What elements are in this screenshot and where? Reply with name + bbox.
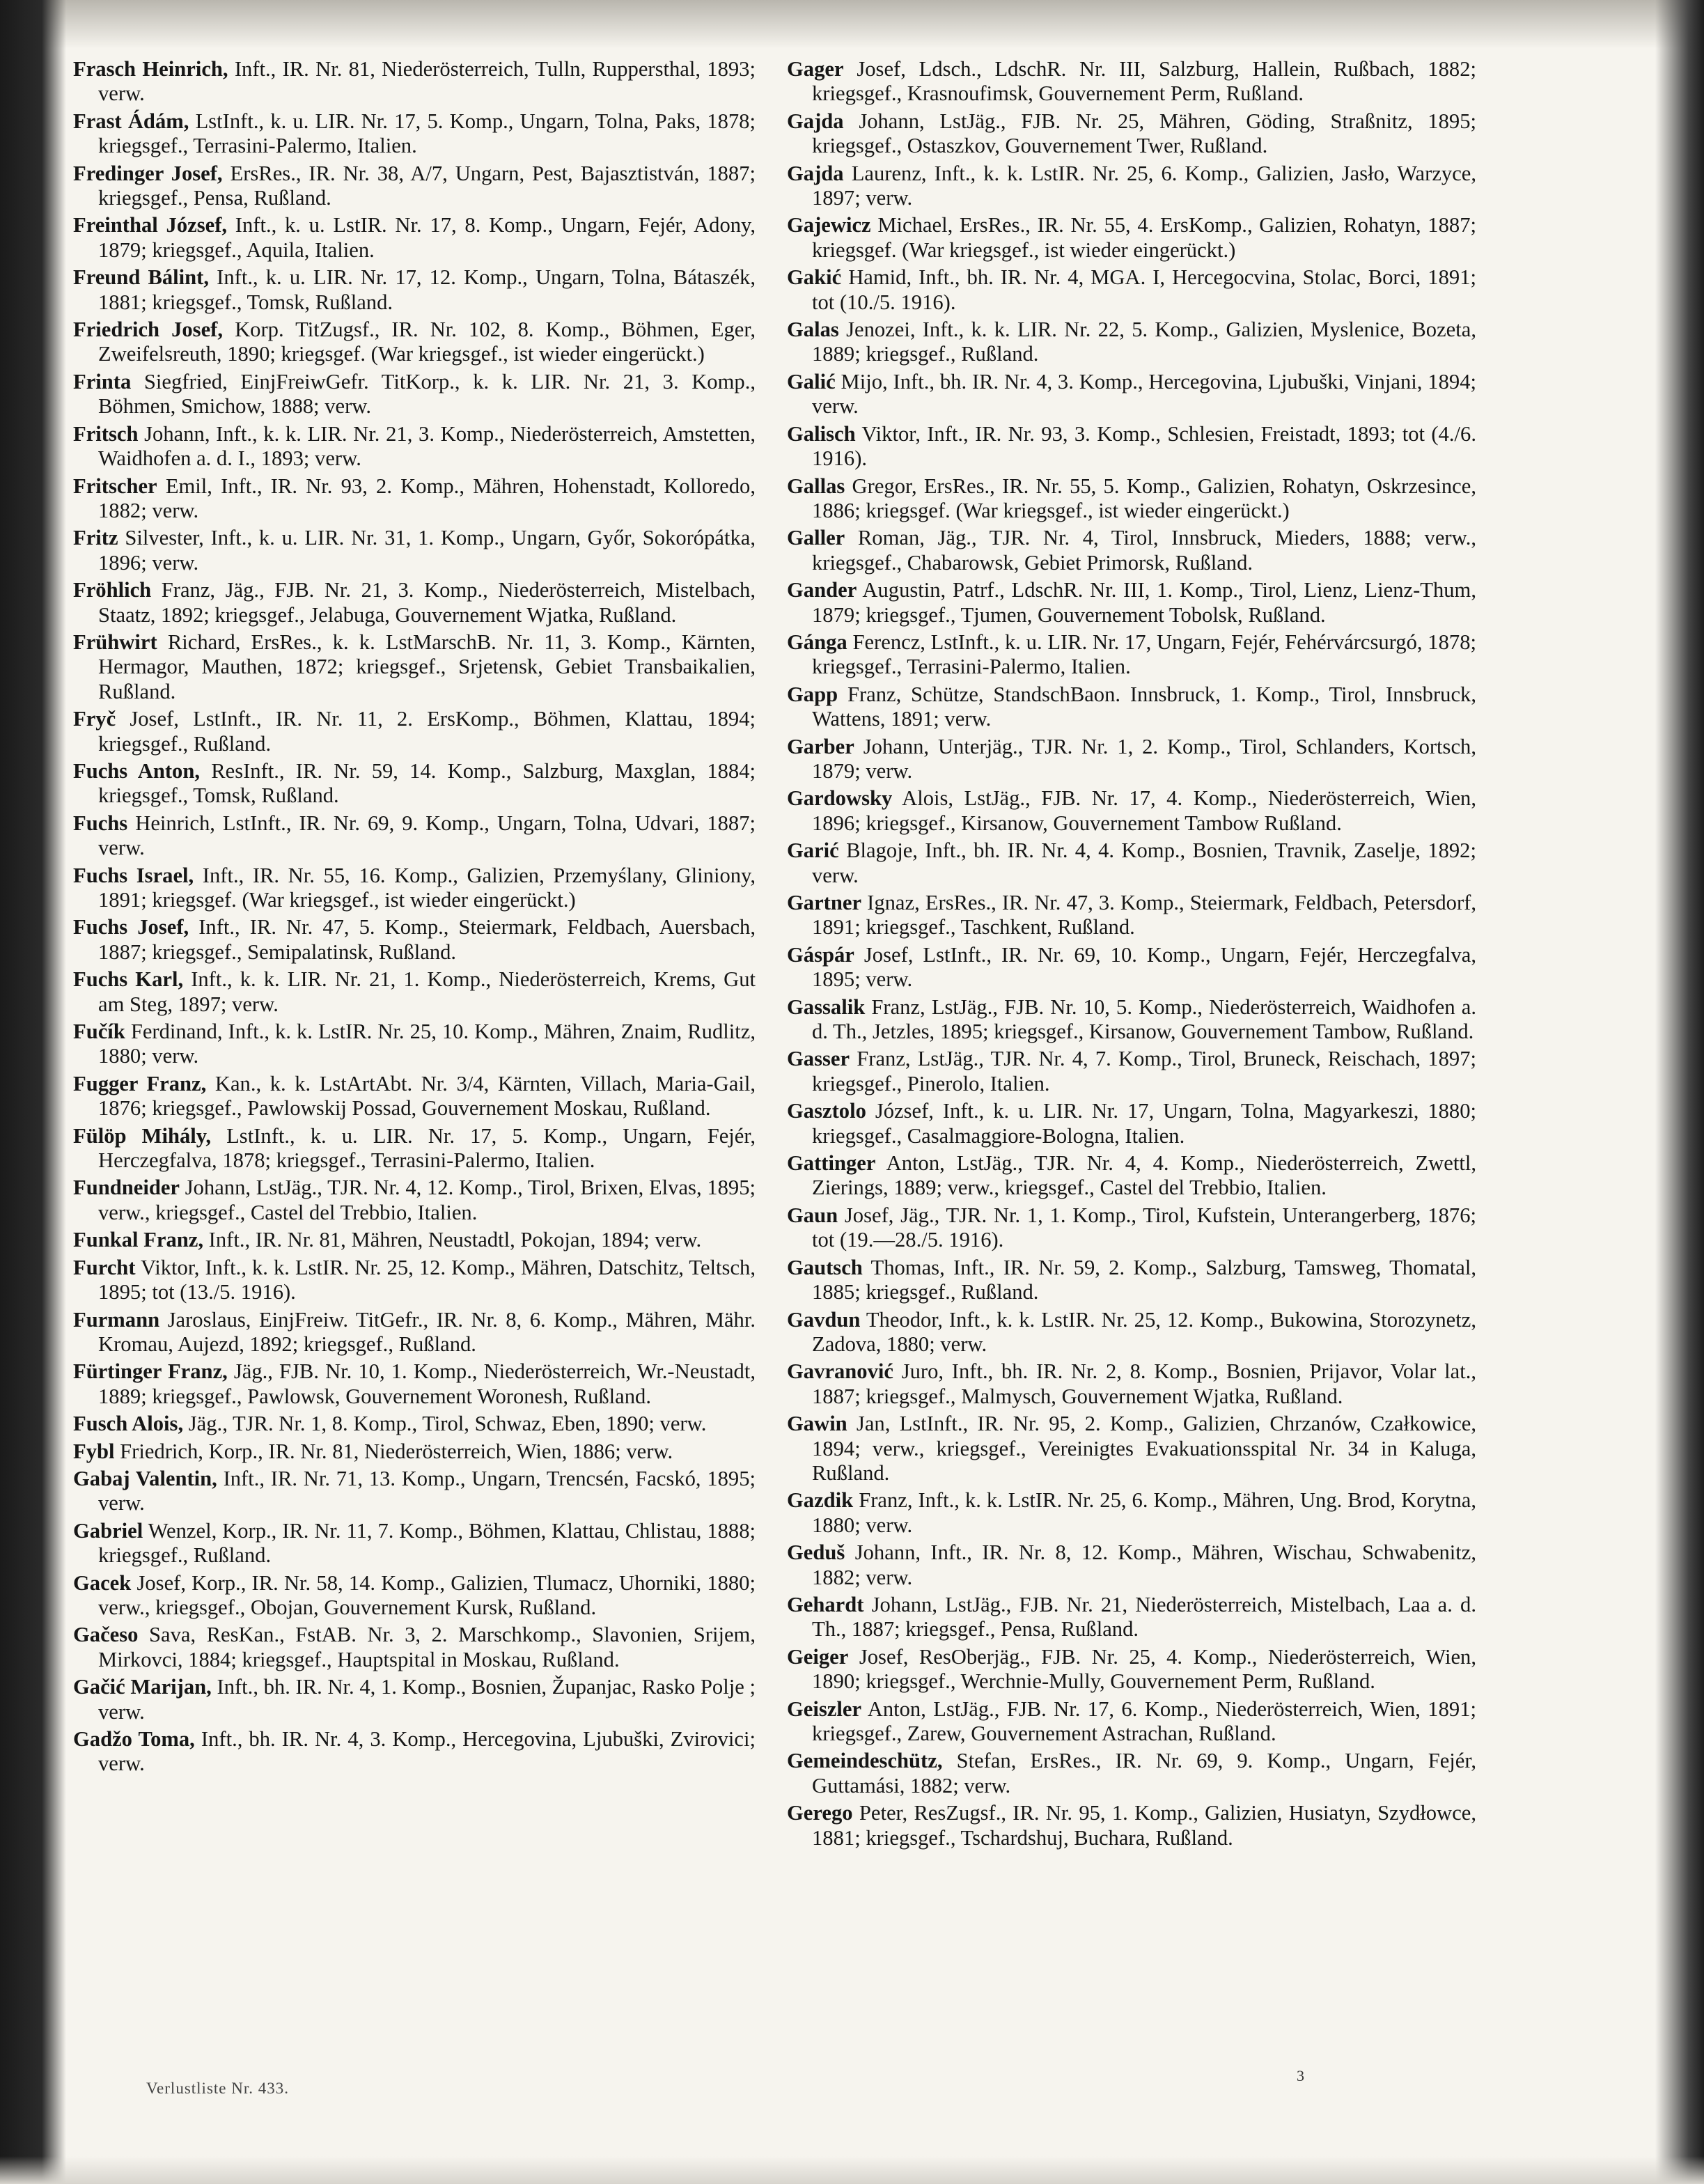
list-entry bbox=[787, 422, 1476, 471]
list-entry bbox=[73, 1308, 756, 1357]
entry-name: Gajewicz bbox=[787, 213, 871, 237]
entry-details: ErsRes., IR. Nr. 38, A/7, Ungarn, Pest, Bajasztistván, 1887; kriegsgef., Pensa, Rußland. bbox=[98, 161, 756, 210]
entry-details: Ferencz, LstInft., k. u. LIR. Nr. 17, Ungarn, Fejér, Fehérvárcsurgó, 1878; kriegsgef., Terrasini-Palermo, Italien. bbox=[812, 630, 1476, 679]
entry-name: Fybl bbox=[73, 1439, 115, 1463]
list-entry bbox=[787, 1203, 1476, 1253]
entry-details: Josef, Jäg., TJR. Nr. 1, 1. Komp., Tirol, Kufstein, Unterangerberg, 1876; tot (19.—28./5. 1916). bbox=[812, 1203, 1476, 1252]
entry-details: Franz, Schütze, StandschBaon. Innsbruck, 1. Komp., Tirol, Innsbruck, Wattens, 1891; verw. bbox=[812, 682, 1476, 731]
entry-details: ResInft., IR. Nr. 59, 14. Komp., Salzburg, Maxglan, 1884; kriegsgef., Tomsk, Rußland. bbox=[98, 758, 756, 808]
entry-name: Friedrich Josef, bbox=[73, 318, 223, 342]
list-entry bbox=[787, 943, 1476, 992]
entry-name: Fritz bbox=[73, 526, 118, 550]
entry-name: Fuchs Karl, bbox=[73, 967, 184, 992]
list-entry bbox=[73, 967, 756, 1017]
entry-details: Inft., IR. Nr. 81, Niederösterreich, Tulln, Ruppersthal, 1893; verw. bbox=[98, 57, 756, 106]
list-entry bbox=[787, 1308, 1476, 1357]
list-entry bbox=[73, 759, 756, 809]
list-entry bbox=[73, 109, 756, 159]
list-entry bbox=[73, 57, 756, 107]
entry-details: Franz, Jäg., FJB. Nr. 21, 3. Komp., Niederösterreich, Mistelbach, Staatz, 1892; kriegsgef., Jelabuga, Gouvernement Wjatka, Rußland. bbox=[98, 578, 756, 627]
entry-details: Franz, LstJäg., FJB. Nr. 10, 5. Komp., Niederösterreich, Waidhofen a. d. Th., Jetzles, 1895; kriegsgef., Kirsanow, Gouvernement Tambow, Rußland. bbox=[812, 994, 1476, 1044]
entry-details: Blagoje, Inft., bh. IR. Nr. 4, 4. Komp., Bosnien, Travnik, Zaselje, 1892; verw. bbox=[812, 838, 1476, 887]
entry-name: Frast Ádám, bbox=[73, 109, 189, 133]
entry-details: Inft., k. u. LIR. Nr. 17, 12. Komp., Ungarn, Tolna, Bátaszék, 1881; kriegsgef., Tomsk, Rußland. bbox=[98, 265, 756, 314]
entry-details: Friedrich, Korp., IR. Nr. 81, Niederösterreich, Wien, 1886; verw. bbox=[120, 1439, 673, 1463]
list-entry bbox=[73, 915, 756, 965]
entry-details: Wenzel, Korp., IR. Nr. 11, 7. Komp., Böhmen, Klattau, Chlistau, 1888; kriegsgef., Rußland. bbox=[98, 1518, 756, 1568]
list-entry bbox=[787, 786, 1476, 836]
list-entry bbox=[73, 864, 756, 913]
entry-name: Galas bbox=[787, 318, 839, 342]
list-entry bbox=[787, 1256, 1476, 1305]
entry-details: Heinrich, LstInft., IR. Nr. 69, 9. Komp., Ungarn, Tolna, Udvari, 1887; verw. bbox=[98, 811, 756, 860]
entry-details: Alois, LstJäg., FJB. Nr. 17, 4. Komp., Niederösterreich, Wien, 1896; kriegsgef., Kirsanow, Gouvernement Tambow Rußland. bbox=[812, 786, 1476, 835]
list-entry bbox=[787, 1488, 1476, 1538]
list-entry bbox=[73, 811, 756, 861]
entry-details: Ferdinand, Inft., k. k. LstIR. Nr. 25, 10. Komp., Mähren, Znaim, Rudlitz, 1880; verw. bbox=[98, 1020, 756, 1068]
entry-details: Inft., IR. Nr. 55, 16. Komp., Galizien, Przemyślany, Gliniony, 1891; kriegsgef. (War kriegsgef., ist wieder eingerückt.) bbox=[98, 863, 756, 912]
entry-details: Korp. TitZugsf., IR. Nr. 102, 8. Komp., Böhmen, Eger, Zweifelsreuth, 1890; kriegsgef. (War kriegsgef., ist wieder eingerückt.) bbox=[98, 318, 756, 366]
entry-details: Johann, Unterjäg., TJR. Nr. 1, 2. Komp., Tirol, Schlanders, Kortsch, 1879; verw. bbox=[812, 734, 1476, 783]
list-entry bbox=[787, 891, 1476, 940]
entry-details: Johann, LstJäg., TJR. Nr. 4, 12. Komp., Tirol, Brixen, Elvas, 1895; verw., kriegsgef., Castel del Trebbio, Italien. bbox=[98, 1176, 756, 1224]
entry-name: Gavranović bbox=[787, 1359, 893, 1384]
list-entry bbox=[73, 578, 756, 627]
entry-details: Inft., bh. IR. Nr. 4, 3. Komp., Hercegovina, Ljubuški, Zvirovici; verw. bbox=[98, 1727, 756, 1776]
list-entry bbox=[787, 630, 1476, 680]
entry-details: Laurenz, Inft., k. k. LstIR. Nr. 25, 6. Komp., Galizien, Jasło, Warzyce, 1897; verw. bbox=[812, 161, 1477, 210]
entry-name: Gavdun bbox=[787, 1307, 861, 1332]
entry-details: Augustin, Patrf., LdschR. Nr. III, 1. Komp., Tirol, Lienz, Lienz-Thum, 1879; kriegsgef., Tjumen, Gouvernement Tobolsk, Rußland. bbox=[812, 578, 1476, 627]
list-entry bbox=[73, 1675, 756, 1724]
list-entry bbox=[787, 474, 1476, 524]
list-entry bbox=[787, 578, 1476, 627]
entry-details: Silvester, Inft., k. u. LIR. Nr. 31, 1. Komp., Ungarn, Győr, Sokorópátka, 1896; verw. bbox=[98, 526, 756, 575]
list-entry bbox=[787, 370, 1476, 419]
scan-shadow-top bbox=[0, 0, 1704, 49]
list-entry bbox=[73, 318, 756, 367]
entry-name: Geiszler bbox=[787, 1696, 862, 1721]
entry-name: Fuchs bbox=[73, 811, 128, 835]
entry-name: Garić bbox=[787, 838, 839, 863]
entry-name: Gautsch bbox=[787, 1255, 863, 1279]
entry-details: Kan., k. k. LstArtAbt. Nr. 3/4, Kärnten, Villach, Maria-Gail, 1876; kriegsgef., Pawlowskij Possad, Gouvernement Moskau, Rußland. bbox=[98, 1071, 756, 1121]
entry-details: Juro, Inft., bh. IR. Nr. 2, 8. Komp., Bosnien, Prijavor, Volar lat., 1887; kriegsgef., Malmysch, Gouvernement Wjatka, Rußland. bbox=[812, 1359, 1476, 1408]
scan-shadow-bottom bbox=[0, 2156, 1704, 2184]
entry-details: Franz, Inft., k. k. LstIR. Nr. 25, 6. Komp., Mähren, Ung. Brod, Korytna, 1880; verw. bbox=[812, 1488, 1476, 1537]
entry-name: Fuchs Josef, bbox=[73, 915, 189, 939]
entry-name: Gačić Marijan, bbox=[73, 1675, 212, 1699]
entry-details: LstInft., k. u. LIR. Nr. 17, 5. Komp., Ungarn, Fejér, Herczegfalva, 1878; kriegsgef., Terrasini-Palermo, Italien. bbox=[98, 1123, 756, 1173]
entry-name: Fritscher bbox=[73, 474, 157, 498]
entry-details: Stefan, ErsRes., IR. Nr. 69, 9. Komp., Ungarn, Fejér, Guttamási, 1882; verw. bbox=[812, 1749, 1476, 1797]
entry-details: Richard, ErsRes., k. k. LstMarschB. Nr. 11, 3. Komp., Kärnten, Hermagor, Mauthen, 1872; kriegsgef., Srjetensk, Gebiet Transbaikalien, Rußland. bbox=[98, 630, 756, 703]
entry-name: Garber bbox=[787, 734, 854, 758]
list-entry bbox=[787, 1359, 1476, 1409]
entry-details: Inft., bh. IR. Nr. 4, 1. Komp., Bosnien, Županjac, Rasko Polje ; verw. bbox=[98, 1675, 756, 1724]
list-entry bbox=[73, 1727, 756, 1777]
entry-name: Gabaj Valentin, bbox=[73, 1466, 217, 1490]
list-entry bbox=[787, 1151, 1476, 1201]
list-entry bbox=[787, 838, 1476, 888]
entry-details: Josef, LstInft., IR. Nr. 69, 10. Komp., Ungarn, Fejér, Herczegfalva, 1895; verw. bbox=[812, 942, 1476, 992]
entry-name: Gattinger bbox=[787, 1151, 876, 1176]
scan-shadow-right bbox=[1655, 0, 1704, 2184]
list-entry bbox=[787, 213, 1476, 263]
entry-name: Gacek bbox=[73, 1570, 132, 1595]
list-entry bbox=[787, 1749, 1476, 1798]
entry-details: Inft., IR. Nr. 47, 5. Komp., Steiermark, Feldbach, Auersbach, 1887; kriegsgef., Semipalatinsk, Rußland. bbox=[98, 915, 756, 964]
entry-name: Gawin bbox=[787, 1412, 847, 1436]
list-entry bbox=[787, 1099, 1476, 1148]
list-entry bbox=[73, 1072, 756, 1121]
entry-name: Fritsch bbox=[73, 421, 139, 446]
entry-details: Josef, LstInft., IR. Nr. 11, 2. ErsKomp., Böhmen, Klattau, 1894; kriegsgef., Rußland. bbox=[98, 707, 756, 756]
entry-name: Fuchs Anton, bbox=[73, 758, 200, 783]
entry-name: Fürtinger Franz, bbox=[73, 1359, 228, 1384]
list-entry bbox=[73, 1467, 756, 1516]
entry-name: Fröhlich bbox=[73, 578, 152, 602]
entry-details: Jaroslaus, EinjFreiw. TitGefr., IR. Nr. 8, 6. Komp., Mähren, Mähr. Kromau, Aujezd, 1892; kriegsgef., Rußland. bbox=[98, 1307, 756, 1356]
entry-details: Viktor, Inft., k. k. LstIR. Nr. 25, 12. Komp., Mähren, Datschitz, Teltsch, 1895; tot (13./5. 1916). bbox=[98, 1255, 756, 1304]
entry-name: Gadžo Toma, bbox=[73, 1727, 195, 1751]
entry-name: Fundneider bbox=[73, 1176, 180, 1200]
list-entry bbox=[73, 370, 756, 419]
entry-name: Gager bbox=[787, 57, 844, 81]
scan-shadow-left bbox=[0, 0, 66, 2184]
list-entry bbox=[73, 1571, 756, 1621]
list-entry bbox=[787, 265, 1476, 315]
entry-name: Gassalik bbox=[787, 994, 866, 1019]
list-entry bbox=[787, 57, 1476, 107]
list-entry bbox=[73, 1359, 756, 1409]
list-entry bbox=[73, 1519, 756, 1568]
entry-details: Josef, Ldsch., LdschR. Nr. III, Salzburg, Hallein, Rußbach, 1882; kriegsgef., Krasnoufimsk, Gouvernement Perm, Rußland. bbox=[812, 57, 1476, 106]
entry-name: Funkal Franz, bbox=[73, 1228, 203, 1252]
list-entry bbox=[73, 630, 756, 704]
entry-details: Thomas, Inft., IR. Nr. 59, 2. Komp., Salzburg, Tamsweg, Thomatal, 1885; kriegsgef., Rußland. bbox=[812, 1255, 1476, 1304]
entry-details: Franz, LstJäg., TJR. Nr. 4, 7. Komp., Tirol, Bruneck, Reischach, 1897; kriegsgef., Pinerolo, Italien. bbox=[812, 1047, 1476, 1095]
entry-details: Jan, LstInft., IR. Nr. 95, 2. Komp., Galizien, Chrzanów, Czałkowice, 1894; verw., kriegsgef., Vereinigtes Evakuationsspital Nr. 34 in Kaluga, Rußland. bbox=[812, 1412, 1476, 1485]
entry-details: Anton, LstJäg., TJR. Nr. 4, 4. Komp., Niederösterreich, Zwettl, Zierings, 1889; verw., kriegsgef., Castel del Trebbio, Italien. bbox=[812, 1151, 1476, 1200]
entry-name: Fugger Franz, bbox=[73, 1071, 207, 1095]
entry-name: Gasztolo bbox=[787, 1099, 866, 1123]
entry-name: Gardowsky bbox=[787, 786, 893, 811]
entry-name: Fülöp Mihály, bbox=[73, 1123, 212, 1148]
list-entry bbox=[73, 1124, 756, 1173]
entry-details: LstInft., k. u. LIR. Nr. 17, 5. Komp., Ungarn, Tolna, Paks, 1878; kriegsgef., Terrasini-Palermo, Italien. bbox=[98, 109, 756, 158]
entry-details: Inft., IR. Nr. 71, 13. Komp., Ungarn, Trencsén, Facskó, 1895; verw. bbox=[98, 1466, 756, 1515]
entry-name: Gakić bbox=[787, 265, 842, 290]
list-entry bbox=[73, 1412, 756, 1436]
entry-name: Gehardt bbox=[787, 1592, 864, 1616]
list-entry bbox=[787, 1047, 1476, 1096]
list-entry bbox=[73, 707, 756, 756]
entry-name: Gaun bbox=[787, 1203, 838, 1227]
list-entry bbox=[787, 162, 1476, 211]
entry-name: Galisch bbox=[787, 421, 856, 446]
list-entry bbox=[73, 162, 756, 211]
entry-name: Gazdik bbox=[787, 1488, 854, 1513]
entry-name: Galler bbox=[787, 526, 845, 550]
list-entry bbox=[787, 1412, 1476, 1485]
entry-name: Gallas bbox=[787, 474, 845, 498]
entry-details: Hamid, Inft., bh. IR. Nr. 4, MGA. I, Hercegocvina, Stolac, Borci, 1891; tot (10./5. 1916). bbox=[812, 265, 1476, 314]
entry-name: Gajda bbox=[787, 109, 844, 133]
entry-name: Gemeindeschütz, bbox=[787, 1749, 943, 1773]
entry-details: Michael, ErsRes., IR. Nr. 55, 4. ErsKomp., Galizien, Rohatyn, 1887; kriegsgef. (War kriegsgef., ist wieder eingerückt.) bbox=[812, 213, 1476, 262]
entry-name: Gajda bbox=[787, 161, 844, 185]
entry-name: Furmann bbox=[73, 1307, 160, 1332]
entry-name: Gapp bbox=[787, 682, 838, 706]
entry-name: Freinthal József, bbox=[73, 213, 228, 237]
entry-name: Gartner bbox=[787, 891, 862, 914]
entry-name: Gabriel bbox=[73, 1518, 143, 1543]
entry-details: Inft., k. k. LIR. Nr. 21, 1. Komp., Niederösterreich, Krems, Gut am Steg, 1897; verw. bbox=[98, 967, 756, 1016]
entry-name: Frinta bbox=[73, 369, 132, 393]
list-entry bbox=[787, 682, 1476, 732]
entry-details: Josef, Korp., IR. Nr. 58, 14. Komp., Galizien, Tlumacz, Uhorniki, 1880; verw., kriegsgef., Obojan, Gouvernement Kursk, Rußland. bbox=[98, 1570, 756, 1619]
entry-details: Jäg., FJB. Nr. 10, 1. Komp., Niederösterreich, Wr.-Neustadt, 1889; kriegsgef., Pawlowsk, Gouvernement Woronesh, Rußland. bbox=[98, 1359, 756, 1408]
entry-name: Gander bbox=[787, 578, 857, 602]
list-entry bbox=[787, 735, 1476, 784]
entry-details: Viktor, Inft., IR. Nr. 93, 3. Komp., Schlesien, Freistadt, 1893; tot (4./6. 1916). bbox=[812, 421, 1476, 471]
list-entry bbox=[73, 1256, 756, 1305]
list-entry bbox=[73, 474, 756, 524]
list-entry bbox=[787, 995, 1476, 1045]
list-entry bbox=[787, 1593, 1476, 1642]
entry-details: Jäg., TJR. Nr. 1, 8. Komp., Tirol, Schwaz, Eben, 1890; verw. bbox=[188, 1412, 707, 1436]
entry-details: Emil, Inft., IR. Nr. 93, 2. Komp., Mähren, Hohenstadt, Kolloredo, 1882; verw. bbox=[98, 474, 756, 522]
entry-details: Siegfried, EinjFreiwGefr. TitKorp., k. k. LIR. Nr. 21, 3. Komp., Böhmen, Smichow, 1888; verw. bbox=[98, 369, 756, 419]
list-entry bbox=[73, 1228, 756, 1252]
entry-details: Gregor, ErsRes., IR. Nr. 55, 5. Komp., Galizien, Rohatyn, Oskrzesince, 1886; kriegsgef. (War kriegsgef., ist wieder eingerückt.) bbox=[812, 474, 1476, 522]
list-entry bbox=[787, 526, 1476, 575]
list-entry bbox=[787, 1697, 1476, 1747]
list-entry bbox=[787, 1801, 1476, 1850]
entry-name: Gačeso bbox=[73, 1623, 139, 1647]
entry-details: Sava, ResKan., FstAB. Nr. 3, 2. Marschkomp., Slavonien, Srijem, Mirkovci, 1884; kriegsgef., Hauptspital in Moskau, Rußland. bbox=[98, 1623, 756, 1671]
entry-name: Gerego bbox=[787, 1801, 853, 1825]
entry-name: Geduš bbox=[787, 1540, 845, 1565]
entry-name: Gánga bbox=[787, 630, 847, 654]
entry-details: Inft., IR. Nr. 81, Mähren, Neustadtl, Pokojan, 1894; verw. bbox=[208, 1228, 702, 1252]
entry-name: Galić bbox=[787, 369, 836, 393]
left-column bbox=[73, 57, 756, 1779]
list-entry bbox=[787, 1540, 1476, 1590]
entry-name: Fusch Alois, bbox=[73, 1412, 184, 1436]
entry-details: Mijo, Inft., bh. IR. Nr. 4, 3. Komp., Hercegovina, Ljubuški, Vinjani, 1894; verw. bbox=[812, 369, 1476, 419]
entry-details: Inft., k. u. LstIR. Nr. 17, 8. Komp., Ungarn, Fejér, Adony, 1879; kriegsgef., Aquila, Italien. bbox=[98, 213, 756, 262]
entry-details: Josef, ResOberjäg., FJB. Nr. 25, 4. Komp., Niederösterreich, Wien, 1890; kriegsgef., Werchnie-Mully, Gouvernement Perm, Rußland. bbox=[812, 1644, 1476, 1694]
list-entry bbox=[73, 1623, 756, 1672]
entry-details: Johann, Inft., k. k. LIR. Nr. 21, 3. Komp., Niederösterreich, Amstetten, Waidhofen a. d. I., 1893; verw. bbox=[98, 421, 756, 471]
entry-details: József, Inft., k. u. LIR. Nr. 17, Ungarn, Tolna, Magyarkeszi, 1880; kriegsgef., Casalmaggiore-Bologna, Italien. bbox=[812, 1099, 1477, 1148]
entry-name: Frasch Heinrich, bbox=[73, 57, 228, 81]
list-entry bbox=[787, 109, 1476, 159]
entry-name: Fryč bbox=[73, 707, 116, 731]
right-column bbox=[787, 57, 1476, 1853]
entry-details: Anton, LstJäg., FJB. Nr. 17, 6. Komp., Niederösterreich, Wien, 1891; kriegsgef., Zarew, Gouvernement Astrachan, Rußland. bbox=[812, 1696, 1476, 1745]
entry-name: Geiger bbox=[787, 1644, 849, 1669]
entry-name: Furcht bbox=[73, 1255, 136, 1279]
entry-details: Johann, LstJäg., FJB. Nr. 25, Mähren, Göding, Straßnitz, 1895; kriegsgef., Ostaszkov, Gouvernement Twer, Rußland. bbox=[812, 109, 1476, 158]
entry-details: Johann, Inft., IR. Nr. 8, 12. Komp., Mähren, Wischau, Schwabenitz, 1882; verw. bbox=[812, 1540, 1476, 1589]
entry-name: Fuchs Israel, bbox=[73, 863, 194, 887]
entry-name: Fučík bbox=[73, 1020, 125, 1044]
list-entry bbox=[73, 526, 756, 575]
entry-details: Theodor, Inft., k. k. LstIR. Nr. 25, 12. Komp., Bukowina, Storozynetz, Zadova, 1880; verw. bbox=[812, 1307, 1476, 1356]
entry-details: Ignaz, ErsRes., IR. Nr. 47, 3. Komp., Steiermark, Feldbach, Petersdorf, 1891; kriegsgef., Taschkent, Rußland. bbox=[812, 891, 1476, 939]
entry-details: Peter, ResZugsf., IR. Nr. 95, 1. Komp., Galizien, Husiatyn, Szydłowce, 1881; kriegsgef., Tschardshuj, Buchara, Rußland. bbox=[812, 1801, 1476, 1850]
entry-name: Freund Bálint, bbox=[73, 265, 210, 290]
list-entry bbox=[787, 318, 1476, 367]
list-entry bbox=[73, 213, 756, 263]
page-number: 3 bbox=[1297, 2067, 1304, 2084]
entry-details: Roman, Jäg., TJR. Nr. 4, Tirol, Innsbruck, Mieders, 1888; verw., kriegsgef., Chabarowsk, Gebiet Primorsk, Rußland. bbox=[812, 526, 1476, 575]
list-entry bbox=[73, 1440, 756, 1464]
list-entry bbox=[73, 265, 756, 315]
entry-name: Fredinger Josef, bbox=[73, 161, 223, 185]
list-entry bbox=[73, 1176, 756, 1225]
entry-name: Gasser bbox=[787, 1047, 850, 1071]
list-entry bbox=[787, 1645, 1476, 1694]
entry-details: Johann, LstJäg., FJB. Nr. 21, Niederösterreich, Mistelbach, Laa a. d. Th., 1887; kriegsgef., Pensa, Rußland. bbox=[812, 1592, 1476, 1641]
entry-details: Jenozei, Inft., k. k. LIR. Nr. 22, 5. Komp., Galizien, Myslenice, Bozeta, 1889; kriegsgef., Rußland. bbox=[812, 318, 1476, 366]
list-entry bbox=[73, 422, 756, 471]
list-entry bbox=[73, 1020, 756, 1069]
footer-list-number: Verlustliste Nr. 433. bbox=[146, 2080, 289, 2097]
entry-name: Gáspár bbox=[787, 942, 854, 967]
entry-name: Frühwirt bbox=[73, 630, 157, 654]
